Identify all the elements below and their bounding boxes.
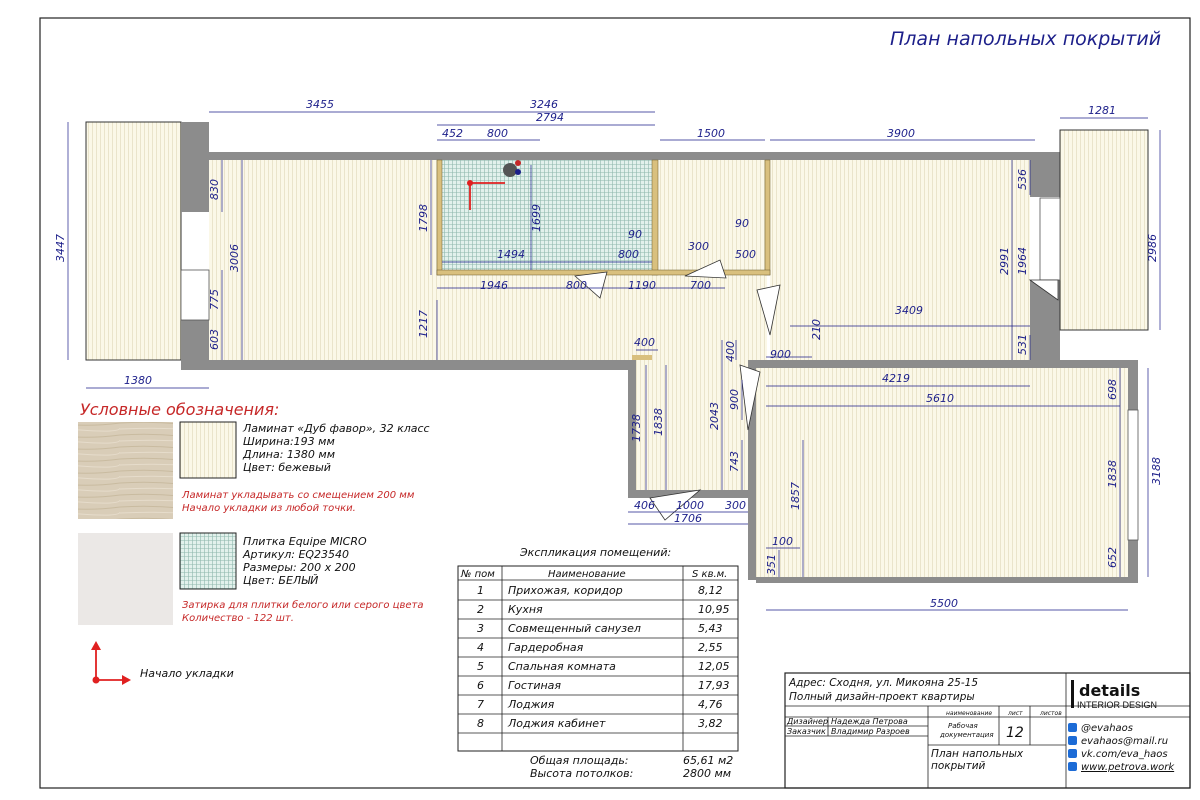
ceiling-height-label: Высота потолков: (530, 767, 634, 780)
table-cell: 12,05 (698, 660, 730, 673)
dim-label: 1380 (124, 374, 152, 387)
contact-email[interactable]: evahaos@mail.ru (1081, 736, 1169, 747)
dim-label: 1190 (628, 279, 656, 292)
table-cell: 5,43 (698, 622, 723, 635)
logo-text: details (1079, 681, 1141, 700)
sheet-title: покрытий (931, 760, 986, 772)
table-cell: 7 (477, 698, 484, 711)
contact-vk[interactable]: vk.com/eva_haos (1081, 749, 1168, 760)
dim-label: 4219 (882, 372, 910, 385)
table-cell: 1 (477, 584, 484, 597)
dim-label: 775 (208, 289, 221, 310)
table-cell: Совмещенный санузел (508, 622, 641, 635)
dim-label: 1798 (417, 204, 430, 232)
window-right-loggia (1040, 198, 1060, 280)
table-cell: 17,93 (698, 679, 730, 692)
table-cell: 8 (477, 717, 484, 730)
tile-size: Размеры: 200 х 200 (243, 561, 356, 574)
dim-label: 3409 (895, 304, 923, 317)
tile-article: Артикул: EQ23540 (243, 548, 350, 561)
web-icon (1068, 762, 1077, 771)
dim-label: 2986 (1146, 234, 1159, 262)
vk-icon (1068, 749, 1077, 758)
tile-swatch (180, 533, 236, 589)
table-cell: Гостиная (508, 679, 562, 692)
dim-label: 1738 (630, 414, 643, 442)
dim-label: 400 (634, 336, 655, 349)
table-cell: 3,82 (698, 717, 723, 730)
table-cell: Спальная комната (508, 660, 616, 673)
table-row (477, 641, 723, 654)
partition (765, 160, 770, 275)
dim-label: 406 (634, 499, 655, 512)
total-area-value: 65,61 м2 (683, 754, 734, 767)
ceiling-height-value: 2800 мм (683, 767, 732, 780)
sheet-number: 12 (1006, 725, 1024, 741)
client-name: Владимир Разроев (831, 727, 910, 736)
dim-label: 1946 (480, 279, 508, 292)
dim-label: 1000 (676, 499, 704, 512)
start-laying-label: Начало укладки (140, 667, 234, 680)
dim-label: 830 (208, 179, 221, 200)
dim-label: 3246 (530, 98, 558, 111)
drain-fixture (503, 163, 517, 177)
laminate-note: Начало укладки из любой точки. (182, 503, 356, 514)
partition (652, 160, 658, 275)
dim-label: 1281 (1088, 104, 1116, 117)
dim-label: 3006 (228, 244, 241, 272)
dim-label: 5500 (930, 597, 958, 610)
dim-label: 800 (618, 248, 639, 261)
table-cell: 5 (477, 660, 484, 673)
window-left (181, 270, 209, 320)
dim-label: 1699 (530, 204, 543, 232)
partition (437, 160, 442, 275)
table-header: № пом (461, 569, 495, 580)
dim-label: 698 (1106, 379, 1119, 400)
dim-label: 400 (724, 341, 737, 362)
table-row (477, 622, 723, 635)
laminate-color: Цвет: бежевый (243, 461, 331, 474)
table-row (477, 603, 730, 616)
wall (756, 360, 1138, 368)
dim-label: 1494 (497, 248, 525, 261)
table-row (477, 660, 730, 673)
laminate-length: Длина: 1380 мм (243, 448, 335, 461)
stamp-address: Адрес: Сходня, ул. Микояна 25-15 (789, 677, 979, 689)
dim-label: 536 (1016, 169, 1029, 190)
legend (78, 400, 430, 685)
tile-name: Плитка Equipe MICRO (243, 535, 367, 548)
wall-bottom-left (181, 360, 631, 370)
dim-label: 1838 (1106, 460, 1119, 488)
stamp-col-name: наименование (946, 710, 993, 717)
laminate-width: Ширина:193 мм (243, 435, 335, 448)
wall (181, 122, 209, 212)
mail-icon (1068, 736, 1077, 745)
table-cell: 8,12 (698, 584, 723, 597)
dim-label: 90 (628, 228, 642, 241)
dim-label: 2043 (708, 402, 721, 430)
doc-type: Рабочая (948, 722, 978, 730)
dim-label: 900 (728, 389, 741, 410)
laminate-photo-sample (78, 422, 173, 519)
table-row (477, 698, 723, 711)
dim-label: 100 (772, 535, 793, 548)
laminate-swatch (180, 422, 236, 478)
contact-list (1068, 723, 1175, 773)
window-bedroom (1128, 410, 1138, 540)
dim-label: 2794 (536, 111, 564, 124)
stamp-col-sheets: листов (1040, 710, 1062, 717)
dim-label: 743 (728, 451, 741, 472)
designer-role: Дизайнер (787, 717, 829, 726)
loggia-right (1060, 130, 1148, 330)
contact-telegram[interactable]: @evahaos (1081, 723, 1133, 734)
explication-title: Экспликация помещений: (520, 546, 672, 559)
sheet-title: План напольных (931, 748, 1024, 760)
dim-label: 3188 (1150, 457, 1163, 485)
table-cell: 4 (477, 641, 484, 654)
dim-label: 5610 (926, 392, 954, 405)
dim-label: 900 (770, 348, 791, 361)
dim-label: 300 (688, 240, 709, 253)
dim-label: 452 (442, 127, 463, 140)
dim-label: 1217 (417, 310, 430, 338)
table-row (477, 584, 723, 597)
dim-label: 700 (690, 279, 711, 292)
dim-label: 2991 (998, 247, 1011, 275)
dim-label: 351 (765, 554, 778, 575)
kitchen-floor (209, 160, 437, 360)
living-floor (770, 160, 1030, 360)
tile-note: Количество - 122 шт. (182, 613, 294, 624)
page-title: План напольных покрытий (890, 28, 1162, 50)
wall-top (209, 152, 1059, 160)
dim-label: 3455 (306, 98, 334, 111)
table-cell: 2,55 (698, 641, 723, 654)
tile-color: Цвет: БЕЛЫЙ (243, 574, 319, 587)
dim-label: 1838 (652, 408, 665, 436)
wall (1030, 152, 1060, 197)
laminate-note: Ламинат укладывать со смещением 200 мм (182, 490, 415, 501)
total-area-label: Общая площадь: (530, 754, 629, 767)
table-cell: 2 (477, 603, 484, 616)
table-header: S кв.м. (692, 569, 728, 580)
contact-website[interactable]: www.petrova.work (1081, 762, 1175, 773)
client-role: Заказчик (787, 727, 826, 736)
table-row (477, 717, 723, 730)
table-cell: Гардеробная (508, 641, 584, 654)
laminate-name: Ламинат «Дуб фавор», 32 класс (243, 422, 430, 435)
dim-label: 603 (208, 329, 221, 350)
table-cell: Лоджия (508, 698, 555, 711)
telegram-icon (1068, 723, 1077, 732)
dim-label: 3447 (54, 234, 67, 262)
dim-label: 800 (566, 279, 587, 292)
table-row (477, 679, 730, 692)
dim-label: 1706 (674, 512, 702, 525)
title-block (785, 673, 1190, 788)
table-cell: 4,76 (698, 698, 723, 711)
dim-label: 1964 (1016, 247, 1029, 275)
loggia-left (86, 122, 181, 360)
dim-label: 90 (735, 217, 749, 230)
dim-label: 800 (487, 127, 508, 140)
legend-heading: Условные обозначения: (80, 400, 280, 419)
fixture-marker (515, 160, 521, 166)
wall (181, 320, 209, 362)
partition (632, 355, 652, 360)
stamp-project: Полный дизайн-проект квартиры (789, 691, 975, 703)
table-cell: 3 (477, 622, 484, 635)
dim-label: 210 (810, 319, 823, 340)
dim-label: 3900 (887, 127, 915, 140)
table-cell: Лоджия кабинет (508, 717, 606, 730)
tile-note: Затирка для плитки белого или серого цвета (182, 600, 424, 611)
explication-table (458, 546, 738, 780)
logo-subtitle: INTERIOR DESIGN (1077, 700, 1158, 710)
logo-bar (1071, 680, 1074, 708)
table-cell: 10,95 (698, 603, 730, 616)
dim-label: 1500 (697, 127, 725, 140)
dim-label: 1857 (789, 482, 802, 510)
table-cell: 6 (477, 679, 484, 692)
fixture-marker (515, 169, 521, 175)
designer-name: Надежда Петрова (831, 717, 908, 726)
start-laying-arrow-icon (91, 641, 131, 685)
table-cell: Кухня (508, 603, 543, 616)
dim-label: 652 (1106, 547, 1119, 568)
doc-type: документация (940, 731, 994, 739)
dim-label: 300 (725, 499, 746, 512)
dim-label: 531 (1016, 334, 1029, 355)
wall (756, 577, 1138, 583)
tile-photo-sample (78, 533, 173, 625)
table-header: Наименование (548, 569, 626, 580)
table-cell: Прихожая, коридор (508, 584, 623, 597)
dim-label: 500 (735, 248, 756, 261)
stamp-col-sheet: лист (1008, 710, 1023, 717)
